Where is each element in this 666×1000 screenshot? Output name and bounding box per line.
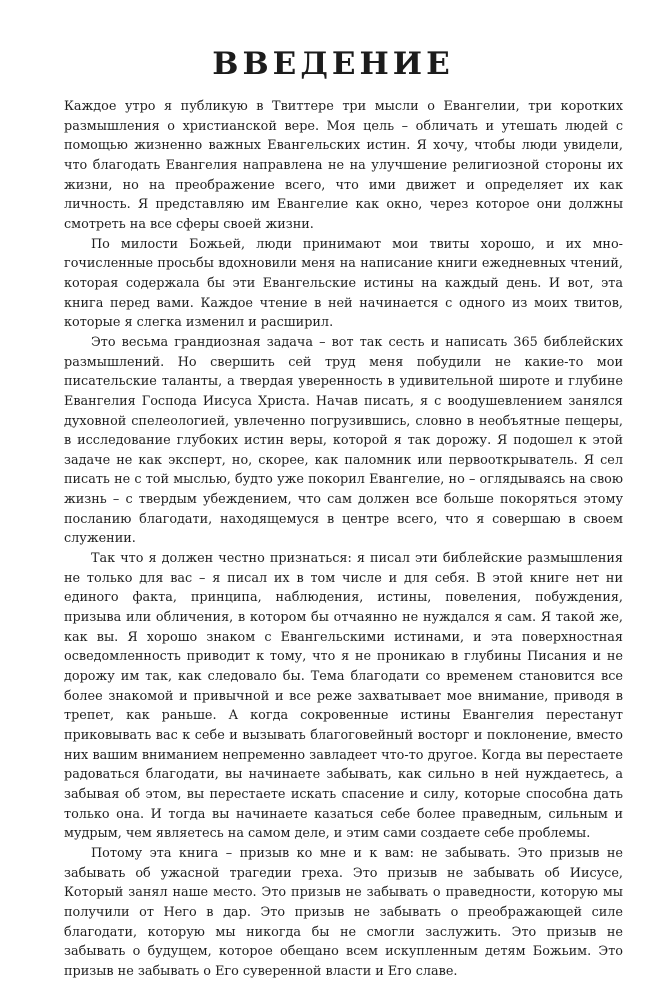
paragraph: Это весьма грандиозная задача – вот так сесть и написать 365 библейских размышлений. Но свершить сей труд меня побудили не какие-то мои писательские таланты, а твердая уверенность в удивительной широте и глубине Евангелия Господа Иисуса Христа. Начав писать, я с воодушевлением занялся духовной спелеологией, увлеченно погрузившись, словно в необъятные пещеры, в исследование глубоких истин веры, которой я так дорожу. Я подошел к этой задаче не как эксперт, но, скорее, как паломник или первооткрыватель. Я сел писать не с той мыслью, будто уже покорил Евангелие, но – оглядываясь на свою жизнь – с твердым убеждением, что сам должен все больше покоряться этому посланию благодати, находящемуся в центре всего, что я совершаю в своем служении.: [64, 334, 623, 547]
chapter-title: ВВЕДЕНИЕ: [212, 46, 454, 82]
paragraph: По милости Божьей, люди принимают мои твиты хорошо, и их многочисленные просьбы вдохновили меня на написание книги ежедневных чтений, которая содержала бы эти Евангельские истины на каждый день. И вот, эта книга перед вами. Каждое чтение в ней начинается с одного из моих твитов, которые я слегка изменил и расширил.: [64, 236, 623, 331]
paragraph: Потому эта книга – призыв ко мне и к вам: не забывать. Это призыв не забывать об ужасной трагедии греха. Это призыв не забывать об Иисусе, Который занял наше место. Это призыв не забывать о праведности, которую мы получили от Него в дар. Это призыв не забывать о преображающей силе благодати, которую мы никогда бы не смогли заслужить. Это призыв не забывать о будущем, которое обещано всем искупленным детям Божьим. Это призыв не забывать о Его суверенной власти и Его славе.: [64, 845, 623, 979]
paragraph: Каждое утро я публикую в Твиттере три мысли о Евангелии, три коротких размышления о христианской вере. Моя цель – обличать и утешать людей с помощью жизненно важных Евангельских истин. Я хочу, чтобы люди увидели, что благодать Евангелия направлена не на улучшение религиозной стороны их жизни, но на преображение всего, что ими движет и определяет их как личность. Я представляю им Евангелие как окно, через которое они должны смотреть на все сферы своей жизни.: [64, 99, 623, 232]
paragraph: Так что я должен честно признаться: я писал эти библейские размышления не только для вас – я писал их в том числе и для себя. В этой книге нет ни единого факта, принципа, наблюдения, истины, повеления, побуждения, призыва или обличения, в котором бы отчаянно не нуждался я сам. Я такой же, как вы. Я хорошо знаком с Евангельскими истинами, и эта поверхностная осведомленность приводит к тому, что я не проникаю в глубины Писания и не дорожу им так, как следовало бы. Тема благодати со временем становится все более знакомой и привычной и все реже захватывает мое внимание, приводя в трепет, как раньше. А когда сокровенные истины Евангелия перестанут приковывать вас к себе и вызывать благоговейный восторг и поклонение, вместо них вашим вниманием непременно завладеет что-то другое. Когда вы перестаете радоваться благодати, вы начинаете забывать, как сильно в ней нуждаетесь, а забывая об этом, вы перестаете искать спасение и силу, которые способна дать только она. И тогда вы начинаете казаться себе более праведным, сильным и мудрым, чем являетесь на самом деле, и этим сами создаете себе проблемы.: [64, 551, 623, 842]
body-text: [64, 97, 623, 982]
